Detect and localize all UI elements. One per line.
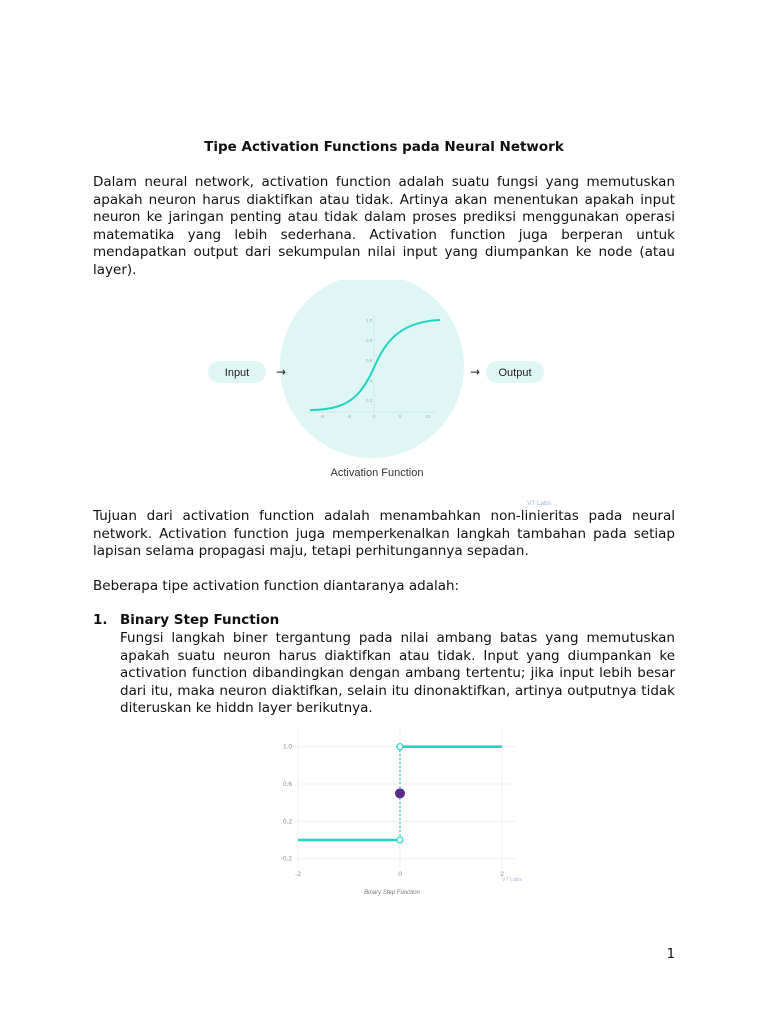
x-tick: 0 (373, 414, 376, 419)
x-tick: 10 (425, 414, 431, 419)
y-tick-label: 0.6 (282, 781, 292, 788)
binary-step-chart (268, 718, 530, 898)
x-tick: -8 (320, 414, 325, 419)
y-tick: 0.8 (366, 338, 373, 343)
figure1-caption: Activation Function (330, 467, 424, 479)
x-tick-label: 0 (398, 871, 402, 878)
activation-function-figure (196, 280, 560, 510)
filled-point (395, 788, 405, 798)
y-tick: 0.2 (366, 398, 373, 403)
input-label: Input (224, 367, 250, 379)
y-tick-label: -0.2 (280, 855, 292, 863)
input-arrow-icon: → (276, 365, 287, 379)
x-tick-label: 2 (500, 871, 504, 878)
list-item-text: Fungsi langkah biner tergantung pada nilai ambang batas yang memutuskan apakah suatu neuron harus diaktifkan atau tidak. Input yang diumpankan ke activation function dibandingkan dengan ambang tertentu; jika input lebih besar dari itu, maka neuron diaktifkan, selain itu dinonaktifkan, artinya outputnya tidak diteruskan ke hiddn layer berikutnya. (120, 630, 675, 717)
y-tick-label: 1.0 (282, 743, 292, 751)
open-point-high (397, 744, 403, 750)
x-tick: -5 (347, 414, 352, 419)
document-title: Tipe Activation Functions pada Neural Network (204, 139, 564, 155)
list-heading: Binary Step Function (120, 612, 280, 628)
diagram-circle (280, 280, 464, 458)
output-arrow-icon: → (470, 365, 481, 379)
intro-paragraph: Dalam neural network, activation function adalah suatu fungsi yang memutuskan apakah neuron harus diaktifkan atau tidak. Artinya akan menentukan apakah input neuron ke jaringan penting atau tidak dalam proses prediksi menggunakan operasi matematika yang lebih sederhana. Activation function juga berperan untuk mendapatkan output dari sekumpulan nilai input yang diumpankan ke node (atau layer). (93, 174, 675, 278)
x-tick-label: -2 (295, 871, 301, 878)
y-tick: 0.4 (366, 378, 373, 383)
list-number: 1. (93, 612, 108, 628)
y-tick-label: 0.2 (282, 818, 292, 826)
y-tick: 1.0 (366, 318, 373, 323)
output-label: Output (498, 367, 532, 379)
figure2-caption: Binary Step Function (364, 890, 420, 896)
types-intro-paragraph: Beberapa tipe activation function diantaranya adalah: (93, 578, 460, 594)
y-tick: 0.6 (366, 358, 373, 363)
open-point-low (397, 837, 403, 843)
page-number: 1 (666, 947, 675, 962)
figure2-credit: V7 Labs (501, 877, 523, 883)
figure1-credit: V7 Labs (527, 500, 551, 507)
x-tick: 5 (399, 414, 402, 419)
purpose-paragraph: Tujuan dari activation function adalah menambahkan non-linieritas pada neural network. Activation function juga memperkenalkan langkah tambahan pada setiap lapisan selama propagasi maju, tetapi perhitungannya sepadan. (93, 508, 675, 560)
